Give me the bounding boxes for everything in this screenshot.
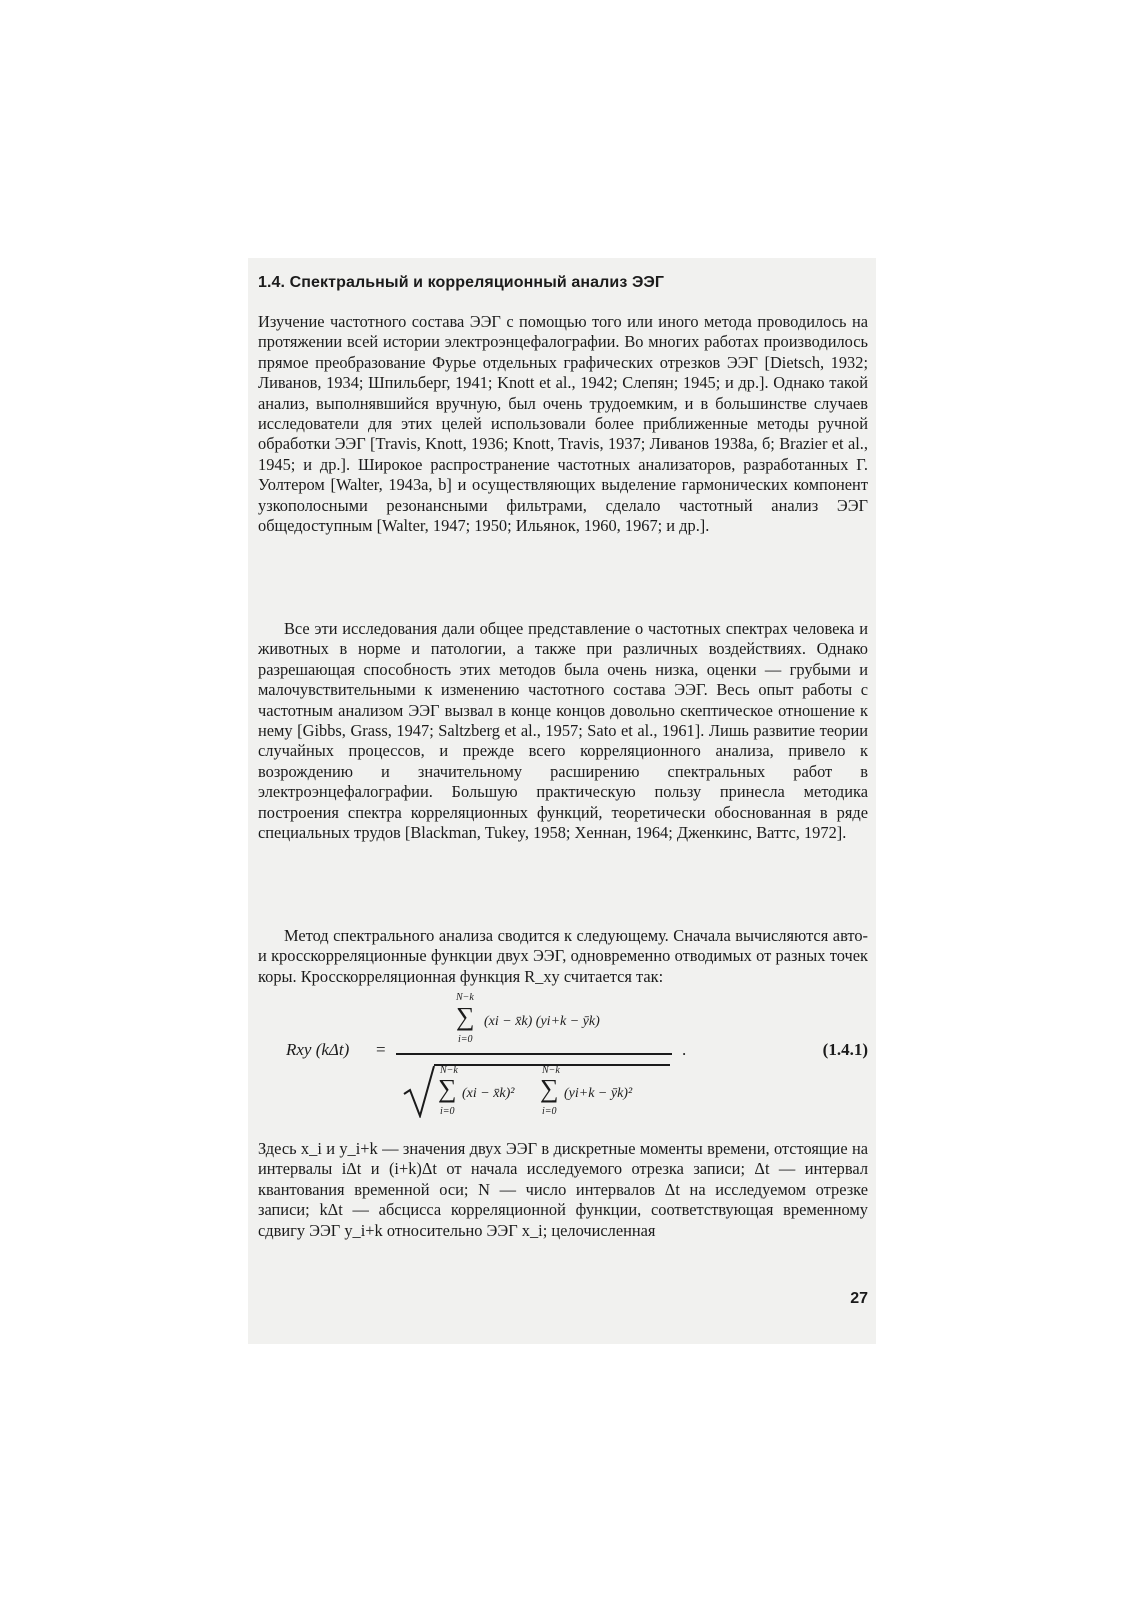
numerator-sum-symbol: ∑ (456, 1002, 475, 1031)
paragraph-text: Здесь x_i и y_i+k — значения двух ЭЭГ в дискретные моменты времени, отстоящие на интервалы iΔt и (i+k)Δt от начала исследуемого отрезка записи; Δt — интервал квантования временной оси; N — число интервалов Δt на исследуемом отрезке записи; kΔt — абсцисса корреляционной функции, соответствующая временному сдвигу ЭЭГ y_i+k относительно ЭЭГ x_i; целочисленная (258, 1139, 868, 1240)
section-heading: 1.4. Спектральный и корреляционный анализ ЭЭГ (258, 274, 665, 291)
numerator-upper-limit: N−k (456, 992, 474, 1003)
page-number: 27 (850, 1290, 868, 1307)
fraction-line (396, 1053, 672, 1055)
denominator-term-1: (xi − x̄k)² (462, 1086, 515, 1101)
denominator-sum-symbol-2: ∑ (540, 1074, 559, 1103)
numerator-lower-limit: i=0 (458, 1034, 473, 1045)
denominator-upper-limit-2: N−k (542, 1065, 560, 1076)
denominator-term-2: (yi+k − ȳk)² (564, 1086, 633, 1101)
square-root-sign (402, 1064, 436, 1118)
denominator-upper-limit-1: N−k (440, 1065, 458, 1076)
paragraph-notation (258, 1139, 868, 1241)
paragraph-text: Метод спектрального анализа сводится к следующему. Сначала вычисляются авто- и кросскорреляционные функции двух ЭЭГ, одновременно отводимых от разных точек коры. Кросскорреляционная функция R_xy считается так: (258, 926, 868, 986)
equation-1-4-1 (258, 992, 868, 1132)
equation-lhs: Rxy (kΔt) (286, 1040, 350, 1059)
denominator-lower-limit-1: i=0 (440, 1106, 455, 1117)
denominator-lower-limit-2: i=0 (542, 1106, 557, 1117)
paragraph-intro (258, 312, 868, 536)
paragraph-text: Все эти исследования дали общее представление о частотных спектрах человека и животных в норме и патологии, а также при различных воздействиях. Однако разрешающая способность этих методов была очень низка, оценки — грубыми и малочувствительными к изменению частотного состава ЭЭГ. Весь опыт работы с частотным анализом ЭЭГ вызвал в конце концов довольно скептическое отношение к нему [Gibbs, Grass, 1947; Saltzberg et al., 1957; Sato et al., 1961]. Лишь развитие теории случайных процессов, и прежде всего корреляционного анализа, привело к возрождению и значительному расширению спектральных работ в электроэнцефалографии. Большую практическую пользу принесла методика построения спектра корреляционных функций, теоретически обоснованная в ряде специальных трудов [Blackman, Tukey, 1958; Хеннан, 1964; Дженкинс, Ваттс, 1972]. (258, 619, 868, 843)
equation-number: (1.4.1) (822, 1040, 868, 1059)
equation-trailing-dot: . (682, 1040, 687, 1059)
numerator-term: (xi − x̄k) (yi+k − ȳk) (484, 1014, 600, 1029)
denominator-sum-symbol-1: ∑ (438, 1074, 457, 1103)
paragraph-method-description (258, 926, 868, 987)
equals-sign: = (376, 1040, 386, 1059)
paragraph-methods-history (258, 619, 868, 843)
paragraph-text: Изучение частотного состава ЭЭГ с помощью того или иного метода проводилось на протяжении всей истории электроэнцефалографии. Во многих работах производилось прямое преобразование Фурье отдельных графических отрезков ЭЭГ [Dietsch, 1932; Ливанов, 1934; Шпильберг, 1941; Knott et al., 1942; Слепян; 1945; и др.]. Однако такой анализ, выполнявшийся вручную, был очень трудоемким, и в большинстве случаев исследователи для этих целей использовали более приближенные методы ручной обработки ЭЭГ [Travis, Knott, 1936; Knott, Travis, 1937; Ливанов 1938а, б; Brazier et al., 1945; и др.]. Широкое распространение частотных анализаторов, разработанных Г. Уолтером [Walter, 1943a, b] и осуществляющих выделение гармонических компонент узкополосными резонансными фильтрами, сделало частотный анализ ЭЭГ общедоступным [Walter, 1947; 1950; Ильянок, 1960, 1967; и др.]. (258, 312, 868, 536)
